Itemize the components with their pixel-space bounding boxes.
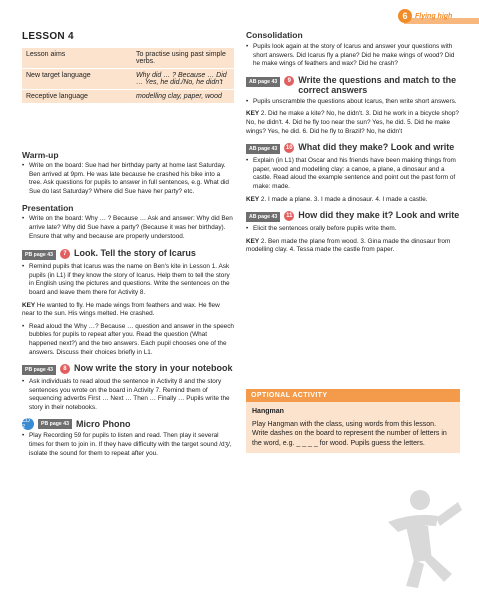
lesson-title: LESSON 4 <box>22 31 74 42</box>
aims-key: New target language <box>26 72 91 79</box>
aims-key: Receptive language <box>26 93 88 100</box>
warmup-title: Warm-up <box>22 150 59 160</box>
activity-11-key-text: 2. Ben made the plane from wood. 3. Gina made the dinosaur from modelling clay. 4. Tessa made the castle from paper. <box>246 237 451 254</box>
activity-7-key-text: He wanted to fly. He made wings from feathers and wax. He flew near to the sun. His wings melted. He crashed. <box>22 301 220 318</box>
aims-row <box>22 69 234 90</box>
consolidation-title: Consolidation <box>246 30 303 40</box>
activity-11-title: How did they make it? Look and write <box>298 210 460 221</box>
activity-7-number: 7 <box>60 249 70 259</box>
activity-11-key-label: KEY <box>246 237 260 245</box>
micro-phono-title: Micro Phono <box>75 419 131 430</box>
activity-7 <box>22 248 234 260</box>
activity-9-text: • Pupils unscramble the questions about Icarus, then write short answers. <box>246 98 460 107</box>
activity-8 <box>22 363 234 375</box>
activity-10-page-tag: AB page 43 <box>246 144 280 154</box>
aims-row <box>22 90 234 103</box>
aims-row <box>22 48 234 69</box>
activity-10-key-text: 2. I made a plane. 3. I made a dinosaur. 4. I made a castle. <box>260 195 428 203</box>
activity-9-key-text: 2. Did he make a kite? No, he didn't. 3. Did he work in a bicycle shop? No, he didn't. 4. Did he fly too near the sun? Yes, he did. 5. Did he make wings? Yes, he did. 6. Did he fly to Brazil? No, he didn't <box>246 110 459 135</box>
activity-7-key-label: KEY <box>22 301 36 309</box>
activity-7-title: Look. Tell the story of Icarus <box>73 248 196 259</box>
activity-9-title: Write the questions and match to the correct answers <box>298 74 457 95</box>
activity-7-key <box>22 302 234 319</box>
activity-7-text-2: • Read aloud the Why …? Because … question and answer in the speech bubbles for pupils to repeat after you. Read the question (What happened next?) and the two answers. Each pupil chooses one of the answers. Discuss their choices briefly in L1. <box>22 323 234 357</box>
optional-activity-box <box>246 389 460 453</box>
activity-8-title: Now write the story in your notebook <box>73 363 233 374</box>
activity-9-key-label: KEY <box>246 110 260 118</box>
activity-9-number: 9 <box>284 76 294 86</box>
cd-icon: CD 2 <box>22 418 34 430</box>
optional-activity-text: Play Hangman with the class, using words from this lesson. Write dashes on the board to represent the number of letters in the word, e.g. _ _ _ _ for wood. Pupils guess the letters. <box>252 420 447 447</box>
unit-title: Flying high <box>415 12 453 20</box>
right-column <box>246 30 460 255</box>
presentation-title: Presentation <box>22 203 74 214</box>
aims-value: modelling clay, paper, wood <box>136 93 222 100</box>
activity-11-key <box>246 238 460 255</box>
optional-activity-header: OPTIONAL ACTIVITY <box>246 389 460 402</box>
optional-activity-subtitle: Hangman <box>252 408 284 415</box>
aims-table <box>22 48 234 103</box>
activity-8-number: 8 <box>60 364 70 374</box>
activity-9-page-tag: AB page 43 <box>246 77 280 87</box>
unit-number: 6 <box>398 9 412 23</box>
presentation-text: • Write on the board: Why … ? Because … Ask and answer: Why did Ben arrive late? Why did Sue have a party? (Because it was her birthday). Ensure that why and because are properly understood. <box>22 215 234 241</box>
activity-7-page-tag: PB page 43 <box>22 250 56 260</box>
activity-10-text: • Explain (in L1) that Oscar and his friends have been making things from paper, wood and modelling clay: a canoe, a plane, a dinosaur and a castle. Read aloud the example sentence and point out the past form of make: made. <box>246 157 460 191</box>
activity-8-page-tag: PB page 43 <box>22 365 56 375</box>
activity-10-title: What did they make? Look and write <box>298 142 455 153</box>
activity-9 <box>246 75 460 95</box>
activity-11 <box>246 210 460 222</box>
optional-activity-body <box>246 402 460 453</box>
activity-8-text: • Ask individuals to read aloud the sentence in Activity 8 and the story sentences you wrote on the board in Activity 7. Remind them of sequencing adverbs First … Next … Then … Finally … Pupils write the story in their notebooks. <box>22 378 234 412</box>
micro-phono-page-tag: PB page 43 <box>38 419 72 429</box>
activity-11-text: • Elicit the sentences orally before pupils write them. <box>246 225 460 234</box>
activity-10-key-label: KEY <box>246 195 260 203</box>
activity-11-page-tag: AB page 43 <box>246 212 280 222</box>
aims-value: To practise using past simple verbs. <box>136 51 226 65</box>
activity-7-text: • Remind pupils that Icarus was the name on Ben's kite in Lesson 1. Ask pupils (in L1) if they know the story of Icarus. Help them to tell the story in English using the pictures and questions. Write the sentences on the board and leave them there for Activity 8. <box>22 263 234 297</box>
micro-phono-text: • Play Recording 59 for pupils to listen and read. Then play it several times for them to join in. If they have difficulty with the target sound /dʒ/, isolate the sound for them to repeat after you. <box>22 432 234 458</box>
activity-11-number: 11 <box>286 213 293 220</box>
warmup-text: • Write on the board: Sue had her birthday party at home last Saturday. Ben arrived at 9pm. He was late because he crashed his bike into a tree. Ask questions for pupils to answer in full sentences, e.g. What did Sue do last Saturday? Where did Sue have her party? etc. <box>22 162 234 196</box>
activity-10 <box>246 142 460 154</box>
aims-value: Why did … ? Because … Did … Yes, he did./No, he didn't <box>136 72 227 86</box>
left-column <box>22 150 234 458</box>
consolidation-text: • Pupils look again at the story of Icarus and answer your questions with short answers. Did Icarus fly a plane? Did he make wings of wood? Did he make wings of feathers and wax? Did he crash? <box>246 43 460 69</box>
micro-phono <box>22 418 234 430</box>
activity-10-key <box>246 196 460 205</box>
activity-9-key <box>246 110 460 136</box>
figure-illustration-icon <box>358 482 468 592</box>
aims-key: Lesson aims <box>26 51 66 58</box>
unit-badge <box>398 9 452 23</box>
activity-10-number: 10 <box>285 145 293 152</box>
